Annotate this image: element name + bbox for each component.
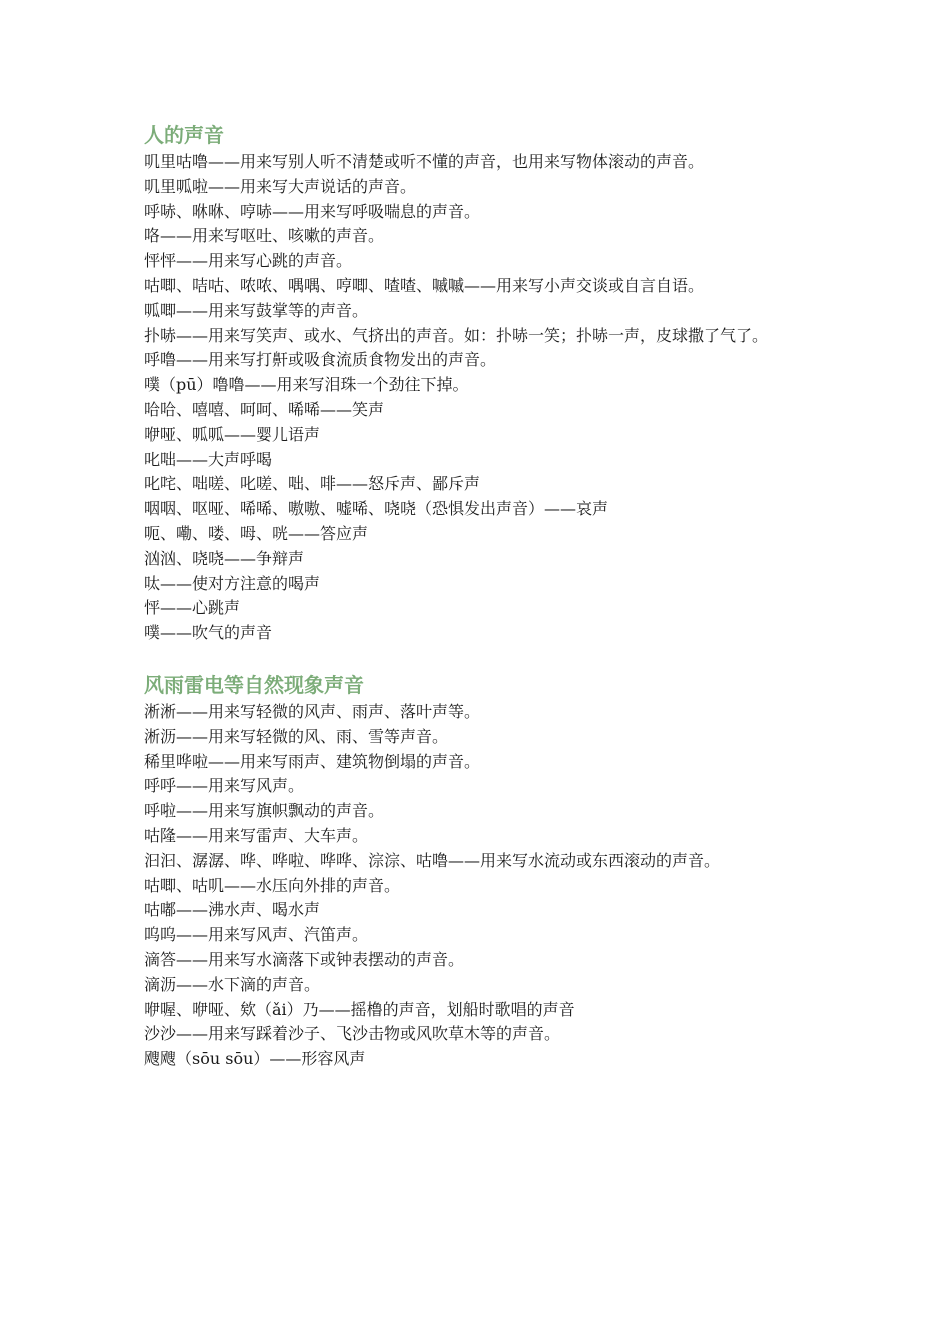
list-item: 噗——吹气的声音: [144, 623, 273, 643]
list-item: 呜呜——用来写风声、汽笛声。: [144, 925, 369, 945]
list-item: 飕飕（sōu sōu）——形容风声: [144, 1049, 366, 1069]
list-item: 怦——心跳声: [144, 598, 241, 618]
list-item: 叱咤、咄嗟、叱嗟、咄、啡——怒斥声、鄙斥声: [144, 474, 481, 494]
list-item: 淅淅——用来写轻微的风声、雨声、落叶声等。: [144, 701, 481, 721]
list-item: 沙沙——用来写踩着沙子、飞沙击物或风吹草木等的声音。: [144, 1024, 561, 1044]
section-human-sounds: [144, 120, 804, 646]
list-item: 咽咽、呕哑、唏唏、嗷嗷、嘘唏、哓哓（恐惧发出声音）——哀声: [144, 499, 609, 519]
list-item: 叱咄——大声呼喝: [144, 449, 273, 469]
section-title: 人的声音: [144, 123, 224, 147]
list-item: 呼啦——用来写旗帜飘动的声音。: [144, 801, 385, 821]
list-item: 咕唧、咭咕、哝哝、喁喁、哼唧、喳喳、嘁嘁——用来写小声交谈或自言自语。: [144, 275, 705, 295]
list-item: 稀里哗啦——用来写雨声、建筑物倒塌的声音。: [144, 751, 481, 771]
list-item: 咕隆——用来写雷声、大车声。: [144, 825, 369, 845]
list-item: 咿喔、咿哑、欸（ǎi）乃——摇橹的声音，划船时歌唱的声音: [144, 999, 575, 1019]
list-item: 滴沥——水下滴的声音。: [144, 974, 321, 994]
list-item: 哈哈、嘻嘻、呵呵、唏唏——笑声: [144, 399, 385, 419]
list-item: 淅沥——用来写轻微的风、雨、雪等声音。: [144, 726, 449, 746]
list-item: 呼噜——用来写打鼾或吸食流质食物发出的声音。: [144, 350, 497, 370]
list-item: 叽里呱啦——用来写大声说话的声音。: [144, 176, 417, 196]
list-item: 咯——用来写呕吐、咳嗽的声音。: [144, 226, 385, 246]
entry-list: [144, 150, 804, 646]
list-item: 汩汩、潺潺、哗、哗啦、哗哗、淙淙、咕噜——用来写水流动或东西滚动的声音。: [144, 850, 721, 870]
list-item: 怦怦——用来写心跳的声音。: [144, 251, 353, 271]
document-page: [144, 120, 804, 1072]
list-item: 呼哧、咻咻、哼哧——用来写呼吸喘息的声音。: [144, 201, 481, 221]
section-title: 风雨雷电等自然现象声音: [144, 672, 364, 697]
section-nature-sounds: [144, 670, 804, 1072]
list-item: 叽里咕噜——用来写别人听不清楚或听不懂的声音，也用来写物体滚动的声音。: [144, 152, 705, 171]
list-item: 呱唧——用来写鼓掌等的声音。: [144, 300, 369, 320]
list-item: 呃、嘞、喽、呣、咣——答应声: [144, 523, 369, 543]
list-item: 呼呼——用来写风声。: [144, 776, 305, 796]
list-item: 咕嘟——沸水声、喝水声: [144, 900, 321, 920]
list-item: 咿哑、呱呱——婴儿语声: [144, 424, 321, 444]
list-item: 滴答——用来写水滴落下或钟表摆动的声音。: [144, 949, 465, 969]
list-item: 汹汹、哓哓——争辩声: [144, 548, 305, 568]
list-item: 噗（pū）噜噜——用来写泪珠一个劲往下掉。: [144, 375, 469, 395]
list-item: 咕唧、咕叽——水压向外排的声音。: [144, 875, 401, 895]
list-item: 呔——使对方注意的喝声: [144, 573, 321, 593]
list-item: 扑哧——用来写笑声、或水、气挤出的声音。如：扑哧一笑；扑哧一声，皮球撒了气了。: [144, 325, 769, 345]
entry-list: [144, 700, 804, 1072]
